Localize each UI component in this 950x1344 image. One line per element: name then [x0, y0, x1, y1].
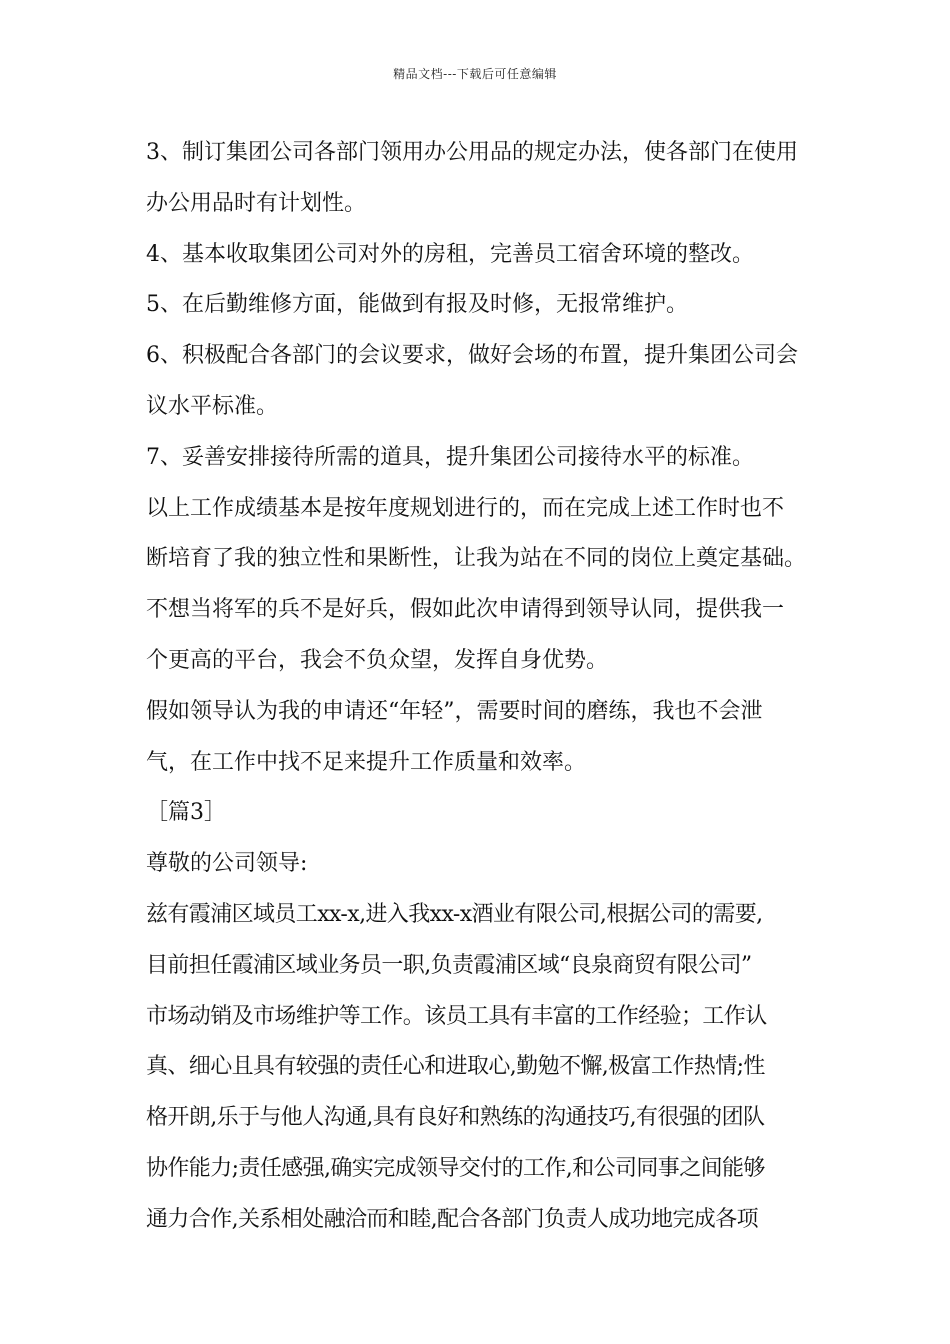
paragraph-line-19: 真、细心且具有较强的责任心和进取心,勤勉不懈,极富工作热情;性: [146, 1054, 765, 1080]
paragraph-line-13: 气，在工作中找不足来提升工作质量和效率。: [146, 749, 587, 775]
paragraph-line-16: 兹有霞浦区域员工xx-x,进入我xx-x酒业有限公司,根据公司的需要,: [146, 901, 763, 927]
paragraph-line-17: 目前担任霞浦区域业务员一职,负责霞浦区域“良泉商贸有限公司”: [146, 952, 752, 978]
paragraph-line-4: 5、在后勤维修方面，能做到有报及时修，无报常维护。: [146, 292, 688, 318]
section-heading: ［篇3］: [146, 800, 226, 826]
paragraph-line-8: 以上工作成绩基本是按年度规划进行的，而在完成上述工作时也不: [146, 495, 785, 521]
page-header: 精品文档---下载后可任意编辑: [393, 67, 557, 81]
paragraph-line-12: 假如领导认为我的申请还“年轻”，需要时间的磨练，我也不会泄: [146, 698, 763, 724]
paragraph-line-11: 个更高的平台，我会不负众望，发挥自身优势。: [146, 647, 609, 673]
paragraph-line-10: 不想当将军的兵不是好兵，假如此次申请得到领导认同，提供我一: [146, 597, 785, 623]
paragraph-line-2: 办公用品时有计划性。: [146, 190, 367, 216]
document-body: [146, 128, 826, 1246]
paragraph-line-6: 议水平标准。: [146, 393, 279, 419]
paragraph-line-22: 通力合作,关系相处融洽而和睦,配合各部门负责人成功地完成各项: [146, 1206, 758, 1232]
paragraph-line-1: 3、制订集团公司各部门领用办公用品的规定办法，使各部门在使用: [146, 140, 798, 165]
salutation: 尊敬的公司领导:: [146, 851, 308, 877]
paragraph-line-20: 格开朗,乐于与他人沟通,具有良好和熟练的沟通技巧,有很强的团队: [146, 1105, 765, 1131]
paragraph-line-18: 市场动销及市场维护等工作。该员工具有丰富的工作经验；工作认: [146, 1003, 767, 1029]
paragraph-line-9: 断培育了我的独立性和果断性，让我为站在不同的岗位上奠定基础。: [146, 546, 807, 572]
paragraph-line-21: 协作能力;责任感强,确实完成领导交付的工作,和公司同事之间能够: [146, 1155, 765, 1181]
paragraph-line-3: 4、基本收取集团公司对外的房租，完善员工宿舍环境的整改。: [146, 241, 754, 267]
paragraph-line-5: 6、积极配合各部门的会议要求，做好会场的布置，提升集团公司会: [146, 343, 798, 369]
paragraph-line-7: 7、妥善安排接待所需的道具，提升集团公司接待水平的标准。: [146, 444, 754, 470]
